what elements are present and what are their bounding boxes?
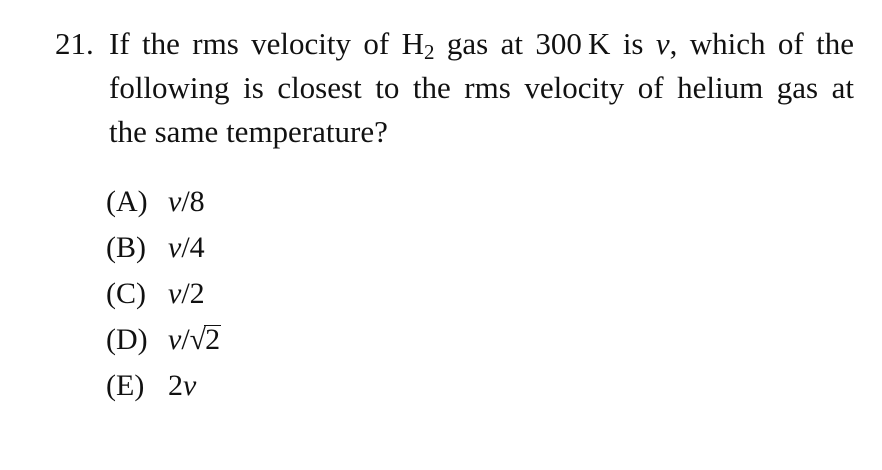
question-line-2: following is closest to the rms velocity of helium gas at [109,70,854,105]
question-line-3: the same temperature? [109,114,388,149]
choice-letter: (C) [106,277,146,310]
choice-e[interactable] [106,364,196,408]
choice-answer [168,272,205,316]
choice-answer-rest: /2 [181,277,205,310]
choice-d[interactable] [106,318,221,362]
choice-letter: (D) [106,323,148,356]
velocity-variable: v [183,369,197,402]
radicand: 2 [205,323,221,356]
velocity-variable: v [168,185,182,218]
velocity-variable: v [168,231,182,264]
velocity-variable: v [168,323,182,356]
choice-letter: (E) [106,369,145,402]
square-root [190,318,221,362]
question-text [109,22,854,154]
choice-answer-rest: /4 [181,231,205,264]
choice-answer-rest: /8 [181,185,205,218]
choice-answer [168,180,205,224]
choice-letter: (A) [106,185,148,218]
question-line-1 [109,22,854,66]
choice-answer-rest: / [181,323,190,356]
question-number: 21. [55,26,94,61]
choice-a[interactable] [106,180,205,224]
radical-sign: √ [189,323,207,356]
choice-answer [168,364,196,408]
question-line-1-middle: gas at 300 K is [434,26,656,61]
question-line-1-start: If the rms velocity of H [109,26,424,61]
choice-answer [168,226,205,270]
question-line-1-end: , which of the [669,26,854,61]
velocity-variable: v [168,277,182,310]
choice-c[interactable] [106,272,205,316]
choice-answer [168,318,221,362]
velocity-variable: v [655,26,670,61]
subscript-2: 2 [424,40,435,64]
choice-letter: (B) [106,231,146,264]
choice-answer-prefix: 2 [168,369,183,402]
choice-b[interactable] [106,226,205,270]
